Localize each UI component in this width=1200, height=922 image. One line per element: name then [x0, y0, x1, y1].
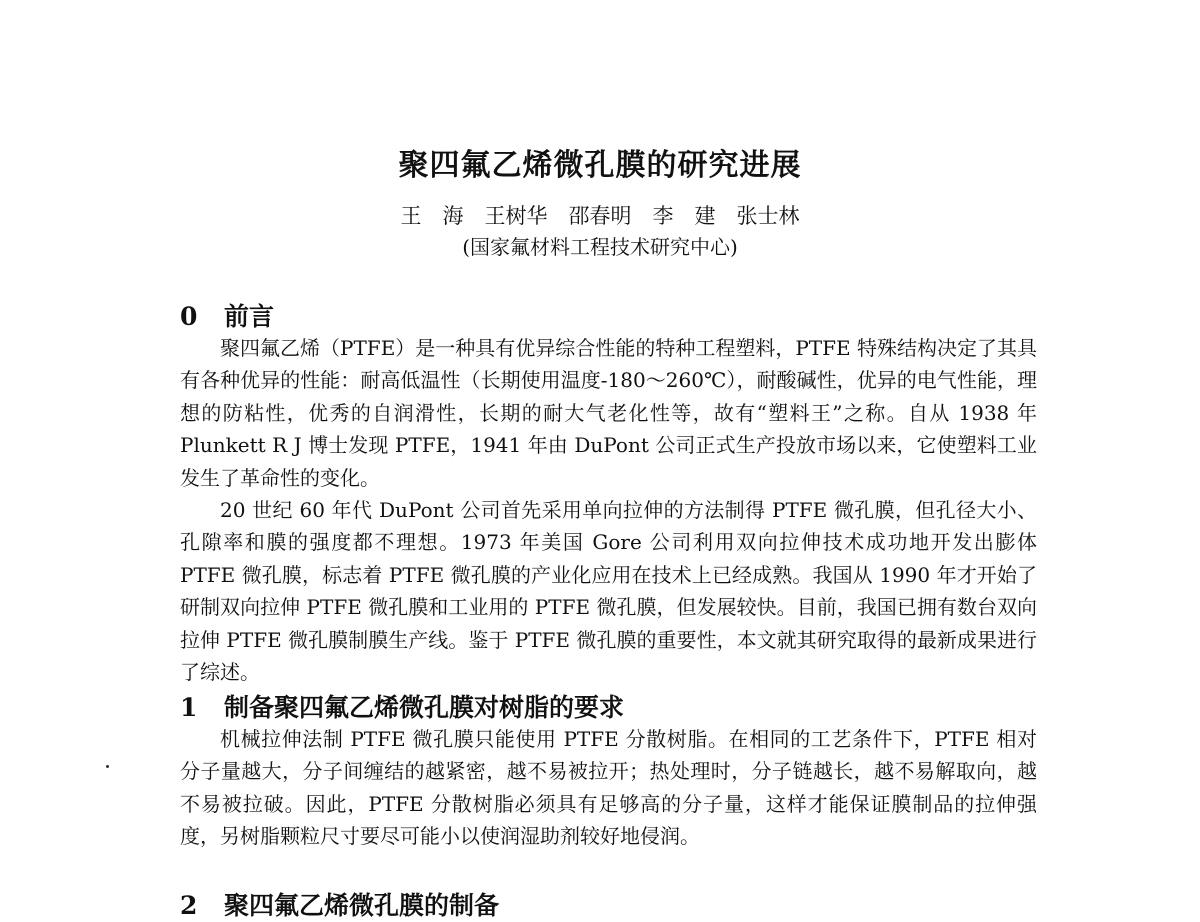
section-number: 2 — [180, 891, 198, 920]
section-heading-2 — [180, 886, 499, 922]
section-title: 前言 — [224, 302, 275, 331]
section-heading-0 — [180, 297, 274, 333]
scan-speck — [106, 765, 109, 768]
section-number: 1 — [180, 693, 198, 722]
section-title: 制备聚四氟乙烯微孔膜对树脂的要求 — [224, 693, 625, 722]
paragraph: 聚四氟乙烯（PTFE）是一种具有优异综合性能的特种工程塑料，PTFE 特殊结构决定了其具有各种优异的性能：耐高低温性（长期使用温度-180～260℃），耐酸碱性，优异的电气性能，理想的防粘性，优秀的自润滑性，长期的耐大气老化性等，故有“塑料王”之称。自从 1938 年 Plunkett R J 博士发现 PTFE，1941 年由 DuPont 公司正式生产投放市场以来，它使塑料工业发生了革命性的变化。 — [180, 336, 1037, 490]
paragraph: 机械拉伸法制 PTFE 微孔膜只能使用 PTFE 分散树脂。在相同的工艺条件下，PTFE 相对分子量越大，分子间缠结的越紧密，越不易被拉开；热处理时，分子链越长，越不易解取向，越不易被拉破。因此，PTFE 分散树脂必须具有足够高的分子量，这样才能保证膜制品的拉伸强度，另树脂颗粒尺寸要尽可能小以使润湿助剂较好地侵润。 — [180, 727, 1037, 849]
affiliation: (国家氟材料工程技术研究中心) — [462, 235, 738, 259]
section-title: 聚四氟乙烯微孔膜的制备 — [224, 891, 500, 920]
paper-title: 聚四氟乙烯微孔膜的研究进展 — [398, 148, 802, 183]
paragraph: 20 世纪 60 年代 DuPont 公司首先采用单向拉伸的方法制得 PTFE 微孔膜，但孔径大小、孔隙率和膜的强度都不理想。1973 年美国 Gore 公司利用双向拉伸技术成功地开发出膨体 PTFE 微孔膜，标志着 PTFE 微孔膜的产业化应用在技术上已经成熟。我国从 1990 年才开始了研制双向拉伸 PTFE 微孔膜和工业用的 PTFE 微孔膜，但发展较快。目前，我国已拥有数台双向拉伸 PTFE 微孔膜制膜生产线。鉴于 PTFE 微孔膜的重要性，本文就其研究取得的最新成果进行了综述。 — [180, 498, 1037, 685]
author-list: 王 海 王树华 邵春明 李 建 张士林 — [400, 204, 800, 228]
section-number: 0 — [180, 302, 198, 331]
section-heading-1 — [180, 688, 624, 724]
